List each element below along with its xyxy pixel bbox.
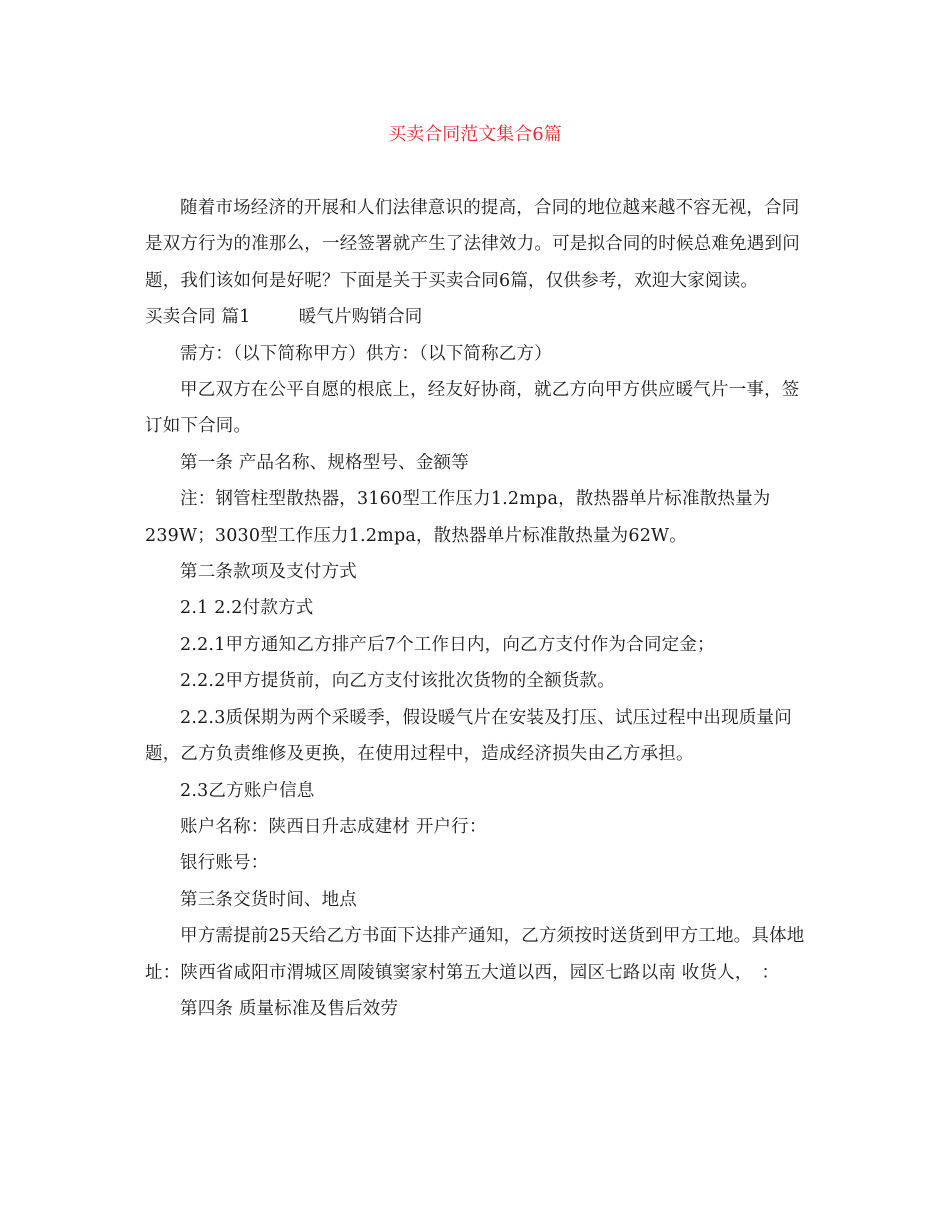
clause-2-2-3: 2.2.3质保期为两个采暖季，假设暖气片在安装及打压、试压过程中出现质量问题，乙方负责维修及更换，在使用过程中，造成经济损失由乙方承担。 <box>145 707 792 765</box>
article-3-heading: 第三条交货时间、地点 <box>180 889 357 910</box>
article-2-heading: 第二条款项及支付方式 <box>180 562 357 583</box>
clause-2-1: 2.1 2.2付款方式 <box>180 598 314 619</box>
parties-line: 需方：（以下简称甲方）供方：（以下简称乙方） <box>180 343 552 364</box>
note-paragraph: 注：钢管柱型散热器，3160型工作压力1.2mpa，散热器单片标准散热量为239W；3030型工作压力1.2mpa，散热器单片标准散热量为62W。 <box>145 489 771 546</box>
article-1-heading: 第一条 产品名称、规格型号、金额等 <box>180 452 469 473</box>
section-title: 暖气片购销合同 <box>298 307 423 328</box>
delivery-paragraph: 甲方需提前25天给乙方书面下达排产通知，乙方须按时送货到甲方工地。具体地址：陕西省咸阳市渭城区周陵镇窦家村第五大道以西，园区七路以南 收货人， ： <box>145 926 805 983</box>
document-title: 买卖合同范文集合6篇 <box>388 124 562 145</box>
section-heading <box>145 299 813 335</box>
section-label: 买卖合同 篇1 <box>145 307 251 328</box>
account-number-line: 银行账号： <box>180 853 269 874</box>
account-name-line: 账户名称：陕西日升志成建材 开户行： <box>180 816 487 837</box>
document-body <box>145 190 813 1027</box>
clause-2-2-1: 2.2.1甲方通知乙方排产后7个工作日内，向乙方支付作为合同定金； <box>180 634 715 655</box>
clause-2-3: 2.3乙方账户信息 <box>180 780 315 801</box>
clause-2-2-2: 2.2.2甲方提货前，向乙方支付该批次货物的全额货款。 <box>180 671 615 692</box>
article-4-heading: 第四条 质量标准及售后效劳 <box>180 998 399 1019</box>
preamble-paragraph: 甲乙双方在公平自愿的根底上，经友好协商，就乙方向甲方供应暖气片一事，签订如下合同。 <box>145 380 800 437</box>
intro-paragraph: 随着市场经济的开展和人们法律意识的提高，合同的地位越来越不容无视，合同是双方行为的准那么，一经签署就产生了法律效力。可是拟合同的时候总难免遇到问题，我们该如何是好呢？下面是关于买卖合同6篇，仅供参考，欢迎大家阅读。 <box>145 198 800 291</box>
